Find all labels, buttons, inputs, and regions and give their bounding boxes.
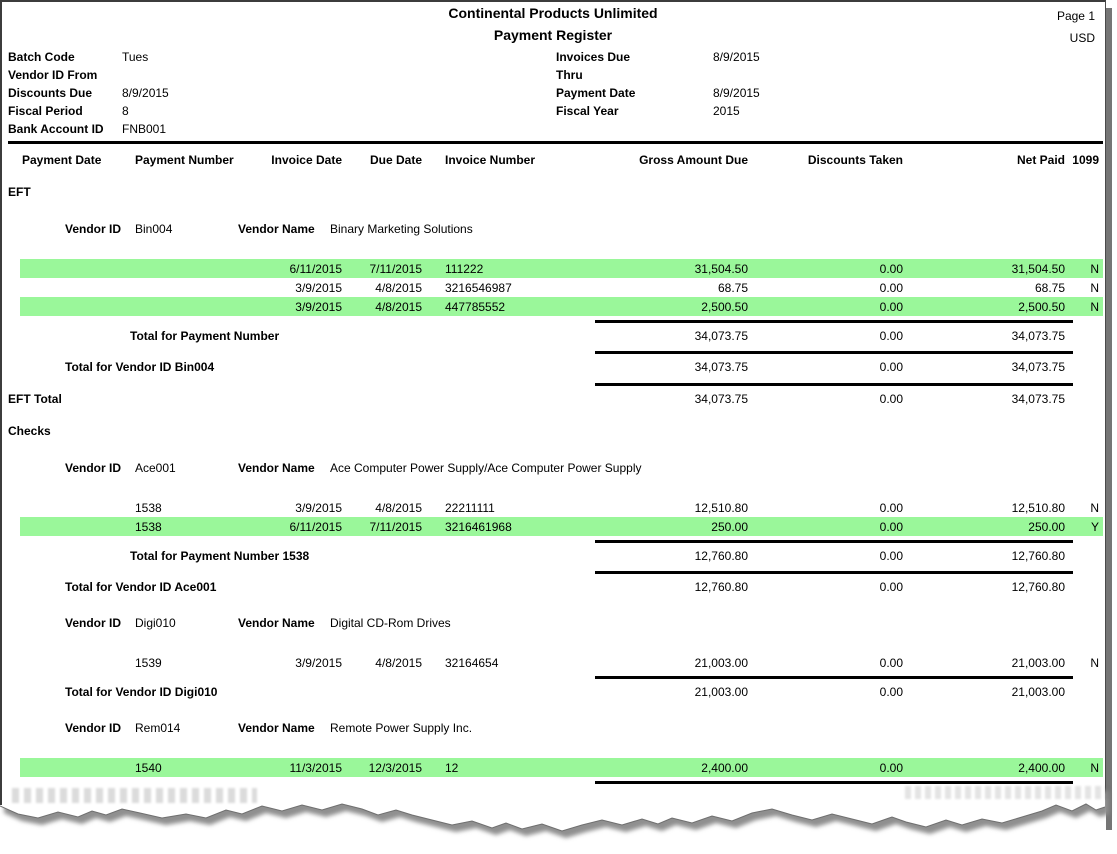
invoice-date-cell: 6/11/2015 (289, 519, 342, 534)
company-name: Continental Products Unlimited (448, 5, 658, 21)
param-value: Tues (122, 50, 149, 64)
total-gross: 34,073.75 (694, 328, 748, 343)
total-rule (595, 320, 1073, 323)
col-header-invoice-number: Invoice Number (445, 152, 536, 167)
param-label: Fiscal Year (556, 104, 619, 118)
col-header-due-date: Due Date (369, 152, 422, 167)
section-total-row (8, 389, 1103, 408)
param-value: 8/9/2015 (713, 50, 760, 64)
total-gross: 12,760.80 (694, 579, 748, 594)
gross-amount-cell: 31,504.50 (694, 261, 748, 276)
total-rule (595, 540, 1073, 543)
total-net: 34,073.75 (1011, 328, 1065, 343)
payment-number-cell: 1538 (135, 519, 162, 534)
param-row (8, 66, 556, 84)
vendor-name-label: Vendor Name (238, 461, 315, 475)
total-net: 21,003.00 (1011, 684, 1065, 699)
parameters-right-column (556, 48, 760, 138)
gross-amount-cell: 2,500.50 (701, 299, 748, 314)
total-discount: 0.00 (879, 359, 903, 374)
col-header-gross-amount-due: Gross Amount Due (639, 152, 748, 167)
param-value: 8/9/2015 (122, 86, 169, 100)
total-discount: 0.00 (879, 579, 903, 594)
vendor-header-rem014 (8, 721, 1105, 736)
invoice-number-cell: 3216461968 (445, 519, 512, 534)
net-paid-cell: 31,504.50 (1011, 261, 1065, 276)
total-net: 12,760.80 (1011, 548, 1065, 563)
param-row (8, 48, 556, 66)
param-label: Thru (556, 68, 583, 82)
report-title: Payment Register (493, 27, 613, 43)
invoice-number-cell: 111222 (445, 261, 484, 276)
param-label: Invoices Due (556, 50, 631, 64)
due-date-cell: 4/8/2015 (375, 280, 422, 295)
vendor-name-label: Vendor Name (238, 222, 315, 236)
due-date-cell: 12/3/2015 (368, 760, 422, 775)
net-paid-cell: 68.75 (1034, 280, 1065, 295)
param-row (8, 120, 556, 138)
param-label: Payment Date (556, 86, 636, 100)
param-value: 8 (122, 104, 129, 118)
currency-code: USD (1069, 31, 1095, 45)
total-rule (595, 351, 1073, 354)
vendor-id-label: Vendor ID (65, 222, 122, 236)
invoice-date-cell: 11/3/2015 (289, 760, 342, 775)
flag-1099-cell: N (1090, 280, 1099, 295)
table-row (20, 297, 1103, 316)
gross-amount-cell: 21,003.00 (694, 655, 748, 670)
total-rule (595, 383, 1073, 386)
discount-cell: 0.00 (879, 280, 903, 295)
net-paid-cell: 250.00 (1028, 519, 1065, 534)
param-row (8, 84, 556, 102)
vendor-name-value: Binary Marketing Solutions (330, 222, 473, 236)
table-row (20, 758, 1103, 777)
discount-cell: 0.00 (879, 655, 903, 670)
col-header-invoice-date: Invoice Date (271, 152, 342, 167)
page-info (1057, 5, 1095, 49)
total-label: Total for Payment Number (130, 328, 280, 343)
table-column-headers (20, 150, 1103, 169)
section-heading-eft: EFT (8, 185, 31, 199)
table-row (20, 498, 1103, 517)
total-net: 12,760.80 (1011, 579, 1065, 594)
vendor-name-value: Remote Power Supply Inc. (330, 721, 473, 735)
invoice-date-cell: 3/9/2015 (295, 280, 342, 295)
col-header-payment-date: Payment Date (22, 152, 102, 167)
payment-number-cell: 1539 (135, 655, 162, 670)
total-gross: 34,073.75 (694, 359, 748, 374)
vendor-id-label: Vendor ID (65, 616, 122, 630)
payment-number-cell: 1538 (135, 500, 162, 515)
flag-1099-cell: N (1090, 261, 1099, 276)
invoice-number-cell: 32164654 (445, 655, 499, 670)
report-parameters (8, 48, 1105, 138)
vendor-id-value: Ace001 (135, 461, 176, 475)
section-heading-checks: Checks (8, 424, 51, 438)
param-value: 8/9/2015 (713, 86, 760, 100)
invoice-date-cell: 6/11/2015 (289, 261, 342, 276)
payment-total-row (8, 546, 1103, 565)
due-date-cell: 4/8/2015 (375, 655, 422, 670)
invoice-number-cell: 447785552 (445, 299, 506, 314)
ghost-smudge (12, 788, 257, 803)
vendor-total-row (8, 577, 1103, 596)
payment-total-row (8, 326, 1103, 345)
param-row (8, 102, 556, 120)
total-label: Total for Vendor ID Digi010 (65, 684, 218, 699)
flag-1099-cell: N (1090, 500, 1099, 515)
gross-amount-cell: 12,510.80 (694, 500, 748, 515)
report-header (8, 2, 1105, 46)
vendor-name-label: Vendor Name (238, 721, 315, 735)
ghost-smudge (905, 786, 1110, 799)
param-value: 2015 (713, 104, 740, 118)
total-gross: 21,003.00 (694, 684, 748, 699)
vendor-total-row (8, 682, 1103, 701)
total-gross: 12,760.80 (694, 548, 748, 563)
param-row (556, 66, 760, 84)
table-row (20, 278, 1103, 297)
page-number: Page 1 (1056, 9, 1095, 23)
vendor-id-label: Vendor ID (65, 461, 122, 475)
payment-number-cell: 1540 (135, 760, 162, 775)
vendor-name-value: Ace Computer Power Supply/Ace Computer Power Supply (330, 461, 642, 475)
param-label: Bank Account ID (8, 122, 104, 136)
vendor-header-bin004 (8, 222, 1105, 237)
total-label: Total for Vendor ID Ace001 (65, 579, 217, 594)
total-label: Total for Vendor ID Bin004 (65, 359, 215, 374)
vendor-name-value: Digital CD-Rom Drives (330, 616, 451, 630)
gross-amount-cell: 250.00 (711, 519, 748, 534)
flag-1099-cell: Y (1090, 519, 1099, 534)
discount-cell: 0.00 (879, 760, 903, 775)
col-header-discounts-taken: Discounts Taken (807, 152, 903, 167)
total-discount: 0.00 (879, 328, 903, 343)
invoice-number-cell: 3216546987 (445, 280, 512, 295)
table-row (20, 517, 1103, 536)
flag-1099-cell: N (1090, 760, 1099, 775)
total-discount: 0.00 (879, 391, 903, 406)
net-paid-cell: 2,500.50 (1018, 299, 1065, 314)
invoice-number-cell: 12 (445, 760, 459, 775)
due-date-cell: 4/8/2015 (375, 299, 422, 314)
invoice-date-cell: 3/9/2015 (295, 655, 342, 670)
vendor-id-value: Digi010 (135, 616, 176, 630)
due-date-cell: 7/11/2015 (369, 261, 422, 276)
vendor-id-value: Rem014 (135, 721, 181, 735)
param-label: Discounts Due (8, 86, 93, 100)
vendor-header-digi010 (8, 616, 1105, 631)
gross-amount-cell: 68.75 (717, 280, 748, 295)
invoice-date-cell: 3/9/2015 (295, 500, 342, 515)
col-header-1099: 1099 (1072, 152, 1099, 167)
total-discount: 0.00 (879, 684, 903, 699)
vendor-total-row (8, 357, 1103, 376)
param-label: Vendor ID From (8, 68, 98, 82)
total-rule (595, 571, 1073, 574)
vendor-id-value: Bin004 (135, 222, 173, 236)
param-row (556, 48, 760, 66)
param-value: FNB001 (122, 122, 167, 136)
total-label: Total for Payment Number 1538 (130, 548, 310, 563)
total-net: 34,073.75 (1011, 359, 1065, 374)
param-label: Fiscal Period (8, 104, 83, 118)
flag-1099-cell: N (1090, 299, 1099, 314)
param-row (556, 84, 760, 102)
header-separator-line (8, 141, 1103, 144)
net-paid-cell: 12,510.80 (1011, 500, 1065, 515)
param-label: Batch Code (8, 50, 75, 64)
net-paid-cell: 21,003.00 (1011, 655, 1065, 670)
total-gross: 34,073.75 (694, 391, 748, 406)
vendor-id-label: Vendor ID (65, 721, 122, 735)
gross-amount-cell: 2,400.00 (701, 760, 748, 775)
flag-1099-cell: N (1090, 655, 1099, 670)
page-drop-shadow (1106, 8, 1112, 830)
invoice-date-cell: 3/9/2015 (295, 299, 342, 314)
vendor-header-ace001 (8, 461, 1105, 476)
due-date-cell: 7/11/2015 (369, 519, 422, 534)
discount-cell: 0.00 (879, 299, 903, 314)
parameters-left-column (8, 48, 556, 138)
total-label: EFT Total (8, 391, 62, 406)
discount-cell: 0.00 (879, 261, 903, 276)
total-rule (595, 676, 1073, 679)
col-header-payment-number: Payment Number (135, 152, 234, 167)
vendor-name-label: Vendor Name (238, 616, 315, 630)
discount-cell: 0.00 (879, 500, 903, 515)
invoice-number-cell: 22211111 (445, 500, 495, 515)
table-row (20, 653, 1103, 672)
param-row (556, 102, 760, 120)
col-header-net-paid: Net Paid (1016, 152, 1065, 167)
net-paid-cell: 2,400.00 (1018, 760, 1065, 775)
due-date-cell: 4/8/2015 (375, 500, 422, 515)
discount-cell: 0.00 (879, 519, 903, 534)
total-net: 34,073.75 (1011, 391, 1065, 406)
table-row (20, 259, 1103, 278)
total-discount: 0.00 (879, 548, 903, 563)
